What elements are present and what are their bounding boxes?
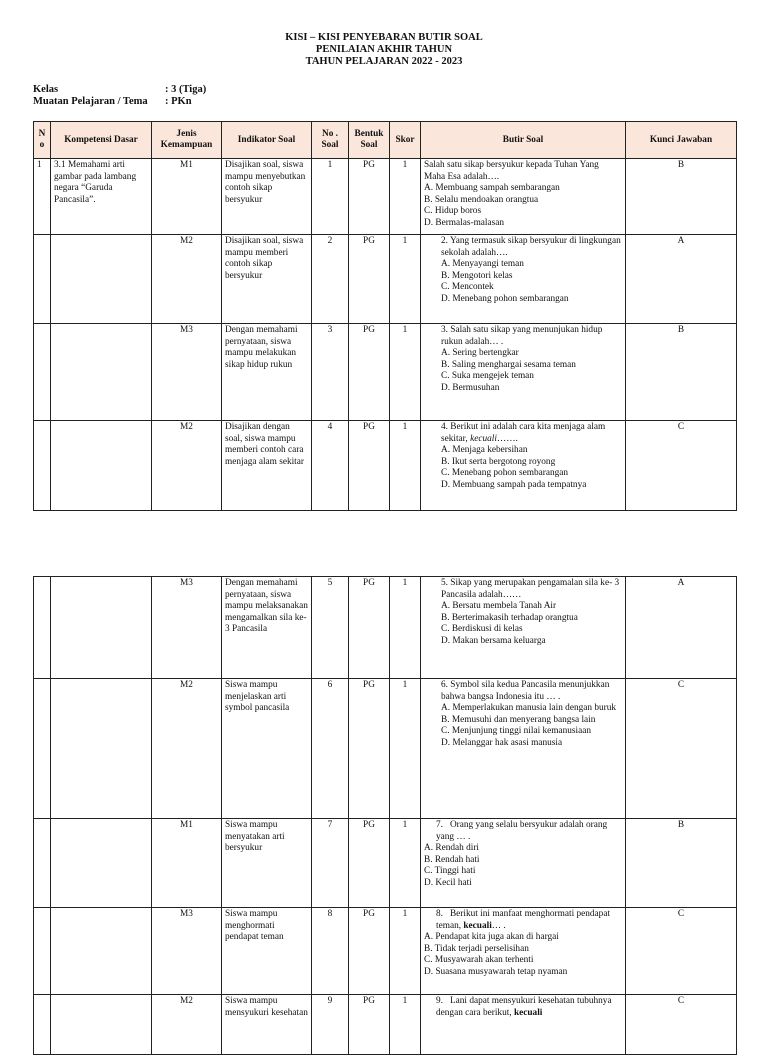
cell-kunci: B bbox=[626, 324, 737, 421]
cell-kompetensi-dasar bbox=[51, 908, 152, 995]
answer-options bbox=[441, 348, 622, 394]
question-text: 3. Salah satu sikap yang menunjukan hidup rukun adalah… . bbox=[441, 325, 603, 347]
cell-jenis: M2 bbox=[152, 421, 222, 511]
option-b: B. Selalu mendoakan orangtua bbox=[424, 194, 539, 205]
kisi-table-part-2 bbox=[33, 576, 737, 1055]
question-text: 5. Sikap yang merupakan pengamalan sila ke- 3 Pancasila adalah…… bbox=[441, 578, 620, 600]
cell-kunci: A bbox=[626, 235, 737, 324]
cell-bentuk: PG bbox=[349, 679, 390, 819]
option-c: C. Musyawarah akan terhenti bbox=[424, 955, 534, 966]
answer-options bbox=[424, 932, 622, 978]
cell-butir-soal bbox=[421, 421, 626, 511]
cell-indikator: Disajikan dengan soal, siswa mampu memberi contoh cara menjaga alam sekitar bbox=[222, 421, 312, 511]
option-a: A. Membuang sampah sembarangan bbox=[424, 183, 560, 194]
cell-jenis: M2 bbox=[152, 995, 222, 1055]
meta-muatan bbox=[33, 96, 192, 108]
cell-bentuk: PG bbox=[349, 159, 390, 235]
cell-skor: 1 bbox=[390, 421, 421, 511]
option-b: B. Ikut serta bergotong royong bbox=[441, 456, 556, 467]
header-bentuk-soal: Bentuk Soal bbox=[349, 122, 390, 159]
cell-skor: 1 bbox=[390, 995, 421, 1055]
cell-butir-soal bbox=[421, 324, 626, 421]
cell-no bbox=[34, 577, 51, 679]
cell-no-soal: 2 bbox=[312, 235, 349, 324]
cell-bentuk: PG bbox=[349, 421, 390, 511]
cell-butir-soal bbox=[421, 819, 626, 908]
option-a: A. Rendah diri bbox=[424, 843, 479, 854]
question-number: 7. bbox=[436, 820, 443, 830]
cell-skor: 1 bbox=[390, 324, 421, 421]
cell-bentuk: PG bbox=[349, 819, 390, 908]
option-c: C. Menebang pohon sembarangan bbox=[441, 468, 569, 479]
cell-butir-soal bbox=[421, 908, 626, 995]
table-header-row bbox=[34, 122, 737, 159]
answer-options bbox=[441, 259, 622, 305]
cell-bentuk: PG bbox=[349, 235, 390, 324]
answer-options bbox=[441, 601, 622, 647]
cell-no-soal: 4 bbox=[312, 421, 349, 511]
option-d: D. Bermusuhan bbox=[441, 382, 500, 393]
option-d: D. Membuang sampah pada tempatnya bbox=[441, 479, 587, 490]
cell-no bbox=[34, 908, 51, 995]
cell-kunci: B bbox=[626, 159, 737, 235]
question-emphasis: kecuali bbox=[513, 1007, 543, 1018]
table-row bbox=[34, 577, 737, 679]
cell-bentuk: PG bbox=[349, 324, 390, 421]
option-b: B. Rendah hati bbox=[424, 854, 480, 865]
cell-no-soal: 1 bbox=[312, 159, 349, 235]
cell-no-soal: 8 bbox=[312, 908, 349, 995]
option-c: C. Berdiskusi di kelas bbox=[441, 624, 523, 635]
cell-butir-soal bbox=[421, 235, 626, 324]
question-text: 8. Berikut ini manfaat menghormati pendapat teman, kecuali… . bbox=[436, 909, 611, 931]
cell-kunci: C bbox=[626, 679, 737, 819]
option-c: C. Hidup boros bbox=[424, 206, 482, 217]
cell-skor: 1 bbox=[390, 679, 421, 819]
cell-skor: 1 bbox=[390, 819, 421, 908]
option-a: A. Sering bertengkar bbox=[441, 348, 519, 359]
option-d: D. Makan bersama keluarga bbox=[441, 635, 546, 646]
title-line-1: KISI – KISI PENYEBARAN BUTIR SOAL bbox=[285, 32, 483, 43]
cell-jenis: M3 bbox=[152, 324, 222, 421]
header-no: N o bbox=[34, 122, 51, 159]
cell-kompetensi-dasar bbox=[51, 235, 152, 324]
question-text: 7. Orang yang selalu bersyukur adalah orang yang … . bbox=[436, 820, 608, 842]
cell-kompetensi-dasar bbox=[51, 577, 152, 679]
question-emphasis: kecuali bbox=[463, 920, 492, 931]
option-b: B. Saling menghargai sesama teman bbox=[441, 359, 576, 370]
question-emphasis: kecuali bbox=[470, 433, 497, 444]
kelas-label: Kelas bbox=[33, 84, 59, 95]
cell-kompetensi-dasar bbox=[51, 819, 152, 908]
cell-skor: 1 bbox=[390, 235, 421, 324]
document-title-block bbox=[0, 32, 768, 68]
answer-options bbox=[424, 843, 622, 889]
cell-jenis: M3 bbox=[152, 908, 222, 995]
question-number: 8. bbox=[436, 909, 443, 919]
option-c: C. Mencontek bbox=[441, 282, 494, 293]
cell-no bbox=[34, 679, 51, 819]
cell-kompetensi-dasar bbox=[51, 679, 152, 819]
header-butir-soal: Butir Soal bbox=[421, 122, 626, 159]
cell-no bbox=[34, 421, 51, 511]
cell-butir-soal bbox=[421, 679, 626, 819]
option-d: D. Kecil hati bbox=[424, 877, 472, 888]
cell-no: 1 bbox=[34, 159, 51, 235]
question-text: 2. Yang termasuk sikap bersyukur di lingkungan sekolah adalah…. bbox=[441, 236, 621, 258]
cell-kompetensi-dasar: 3.1 Memahami arti gambar pada lambang negara “Garuda Pancasila”. bbox=[51, 159, 152, 235]
cell-butir-soal bbox=[421, 995, 626, 1055]
table-row bbox=[34, 679, 737, 819]
cell-indikator: Disajikan soal, siswa mampu memberi contoh sikap bersyukur bbox=[222, 235, 312, 324]
muatan-label: Muatan Pelajaran / Tema bbox=[33, 96, 148, 107]
option-a: A. Menjaga kebersihan bbox=[441, 445, 528, 456]
option-d: D. Menebang pohon sembarangan bbox=[441, 293, 569, 304]
cell-skor: 1 bbox=[390, 908, 421, 995]
header-indikator-soal: Indikator Soal bbox=[222, 122, 312, 159]
option-c: C. Menjunjung tinggi nilai kemanusiaan bbox=[441, 726, 592, 737]
cell-kunci: A bbox=[626, 577, 737, 679]
cell-kunci: C bbox=[626, 421, 737, 511]
option-b: B. Memusuhi dan menyerang bangsa lain bbox=[441, 714, 596, 725]
option-b: B. Berterimakasih terhadap orangtua bbox=[441, 612, 578, 623]
option-a: A. Pendapat kita juga akan di hargai bbox=[424, 932, 559, 943]
header-no-soal: No . Soal bbox=[312, 122, 349, 159]
option-d: D. Suasana musyawarah tetap nyaman bbox=[424, 966, 568, 977]
question-number: 9. bbox=[436, 996, 443, 1006]
cell-jenis: M1 bbox=[152, 159, 222, 235]
cell-no bbox=[34, 324, 51, 421]
cell-bentuk: PG bbox=[349, 908, 390, 995]
cell-indikator: Siswa mampu menjelaskan arti symbol pancasila bbox=[222, 679, 312, 819]
option-c: C. Suka mengejek teman bbox=[441, 371, 534, 382]
option-d: D. Bermalas-malasan bbox=[424, 217, 505, 228]
question-text: 9. Lani dapat mensyukuri kesehatan tubuhnya dengan cara berikut, kecuali bbox=[436, 996, 612, 1018]
option-a: A. Bersatu membela Tanah Air bbox=[441, 601, 557, 612]
kelas-value: : 3 (Tiga) bbox=[165, 84, 207, 95]
cell-skor: 1 bbox=[390, 159, 421, 235]
title-line-2: PENILAIAN AKHIR TAHUN bbox=[315, 44, 453, 55]
table-row bbox=[34, 324, 737, 421]
cell-kompetensi-dasar bbox=[51, 995, 152, 1055]
cell-no-soal: 3 bbox=[312, 324, 349, 421]
cell-indikator: Siswa mampu menghormati pendapat teman bbox=[222, 908, 312, 995]
cell-jenis: M3 bbox=[152, 577, 222, 679]
table-row bbox=[34, 421, 737, 511]
kisi-table-part-1 bbox=[33, 121, 737, 511]
cell-indikator: Disajikan soal, siswa mampu menyebutkan contoh sikap bersyukur bbox=[222, 159, 312, 235]
header-kompetensi-dasar: Kompetensi Dasar bbox=[51, 122, 152, 159]
cell-skor: 1 bbox=[390, 577, 421, 679]
cell-indikator: Dengan memahami pernyataan, siswa mampu melakukan sikap hidup rukun bbox=[222, 324, 312, 421]
table-row bbox=[34, 159, 737, 235]
cell-no bbox=[34, 995, 51, 1055]
cell-butir-soal bbox=[421, 577, 626, 679]
cell-no-soal: 9 bbox=[312, 995, 349, 1055]
option-d: D. Melanggar hak asasi manusia bbox=[441, 737, 563, 748]
answer-options bbox=[424, 183, 622, 229]
table-row bbox=[34, 819, 737, 908]
option-c: C. Tinggi hati bbox=[424, 866, 476, 877]
cell-indikator: Siswa mampu menyatakan arti bersyukur bbox=[222, 819, 312, 908]
cell-bentuk: PG bbox=[349, 577, 390, 679]
option-a: A. Menyayangi teman bbox=[441, 259, 524, 270]
cell-no-soal: 7 bbox=[312, 819, 349, 908]
cell-no bbox=[34, 819, 51, 908]
cell-jenis: M1 bbox=[152, 819, 222, 908]
cell-kunci: C bbox=[626, 908, 737, 995]
header-skor: Skor bbox=[390, 122, 421, 159]
cell-kunci: C bbox=[626, 995, 737, 1055]
table-row bbox=[34, 235, 737, 324]
cell-no-soal: 5 bbox=[312, 577, 349, 679]
header-jenis-kemampuan: Jenis Kemampuan bbox=[152, 122, 222, 159]
cell-kompetensi-dasar bbox=[51, 324, 152, 421]
header-kunci-jawaban: Kunci Jawaban bbox=[626, 122, 737, 159]
muatan-value: : PKn bbox=[165, 96, 192, 107]
cell-jenis: M2 bbox=[152, 235, 222, 324]
cell-no-soal: 6 bbox=[312, 679, 349, 819]
question-text: 4. Berikut ini adalah cara kita menjaga alam sekitar, kecuali……. bbox=[441, 422, 606, 444]
cell-indikator: Siswa mampu mensyukuri kesehatan bbox=[222, 995, 312, 1055]
option-b: B. Mengotori kelas bbox=[441, 270, 513, 281]
option-b: B. Tidak terjadi perselisihan bbox=[424, 943, 529, 954]
meta-kelas bbox=[33, 84, 206, 96]
answer-options bbox=[441, 445, 622, 491]
option-a: A. Memperlakukan manusia lain dengan buruk bbox=[441, 703, 617, 714]
question-text: Salah satu sikap bersyukur kepada Tuhan Yang Maha Esa adalah…. bbox=[424, 160, 599, 182]
cell-jenis: M2 bbox=[152, 679, 222, 819]
cell-kompetensi-dasar bbox=[51, 421, 152, 511]
table-row bbox=[34, 995, 737, 1055]
table-row bbox=[34, 908, 737, 995]
title-line-3: TAHUN PELAJARAN 2022 - 2023 bbox=[305, 56, 463, 67]
cell-bentuk: PG bbox=[349, 995, 390, 1055]
cell-indikator: Dengan memahami pernyataan, siswa mampu melaksanakan mengamalkan sila ke-3 Pancasila bbox=[222, 577, 312, 679]
cell-butir-soal bbox=[421, 159, 626, 235]
cell-no bbox=[34, 235, 51, 324]
answer-options bbox=[441, 703, 622, 749]
question-text: 6. Symbol sila kedua Pancasila menunjukkan bahwa bangsa Indonesia itu … . bbox=[441, 680, 610, 702]
cell-kunci: B bbox=[626, 819, 737, 908]
